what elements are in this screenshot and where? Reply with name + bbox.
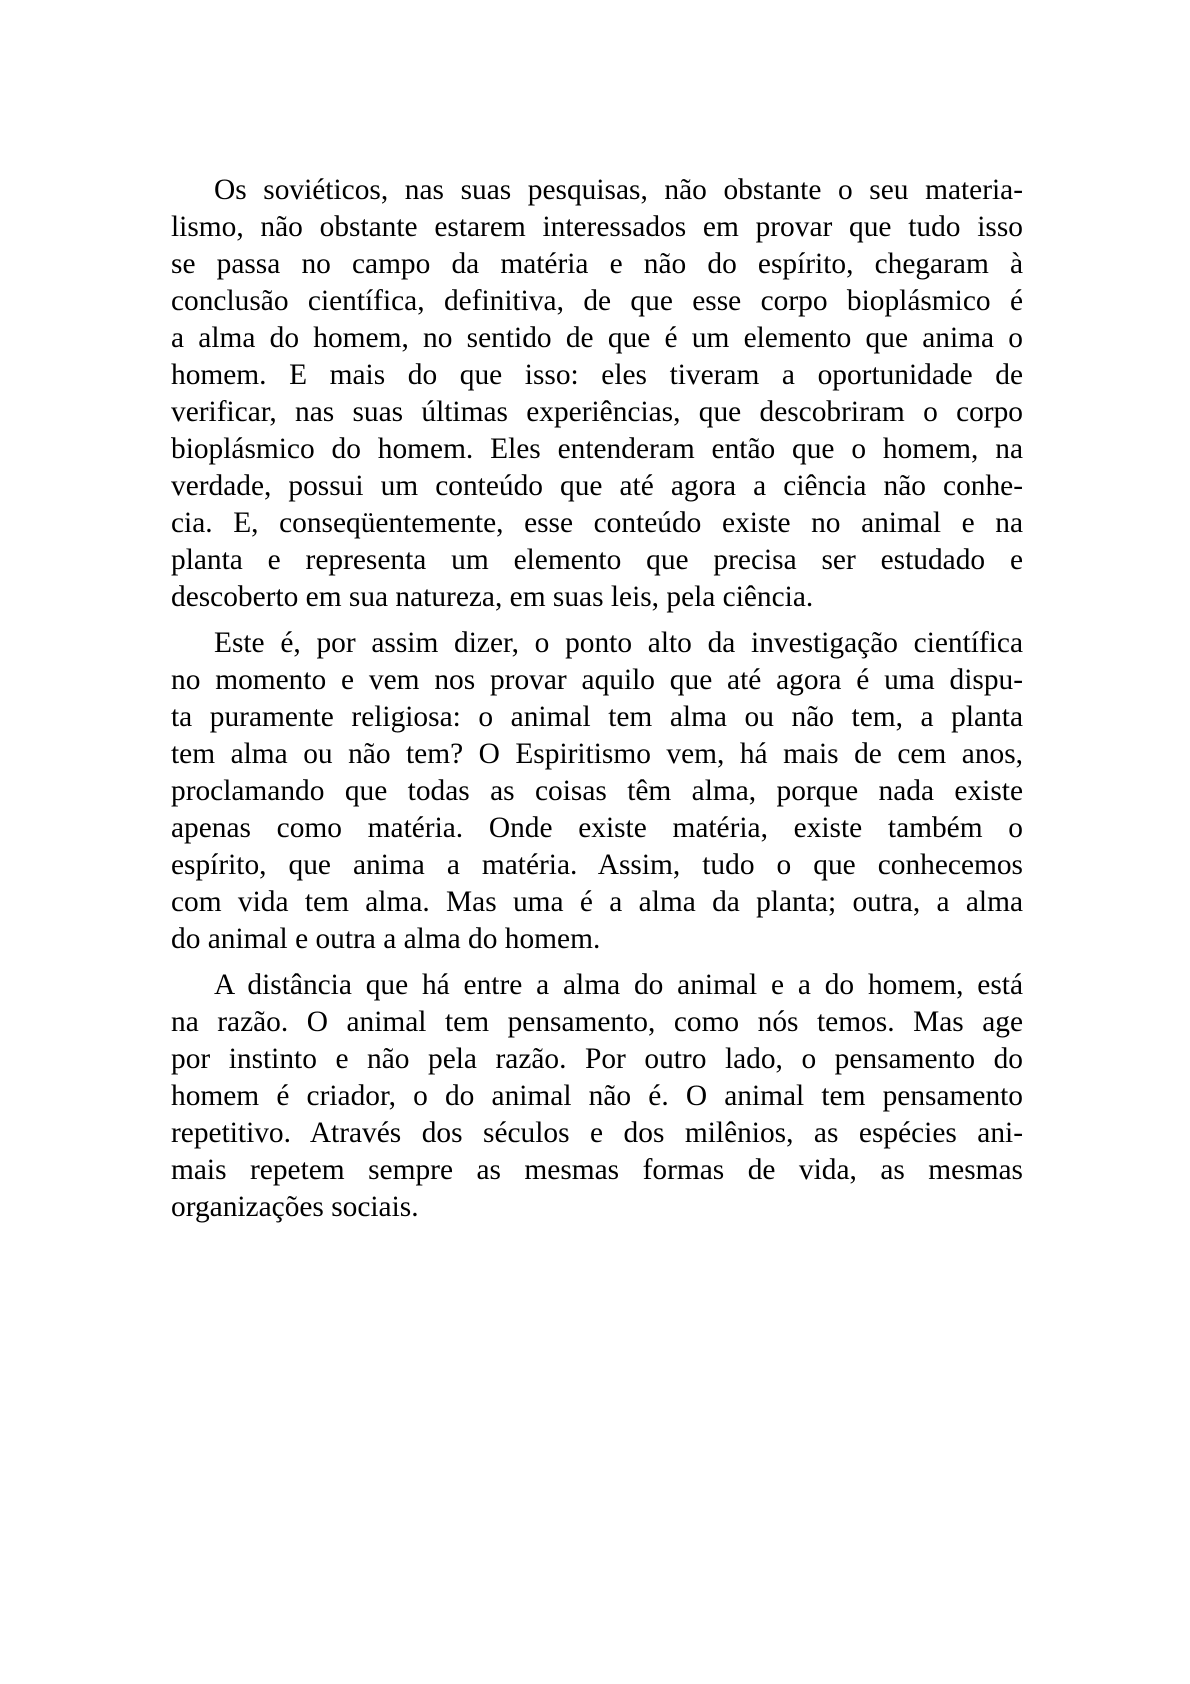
- text-line: na razão. O animal tem pensamento, como nós temos. Mas age: [171, 1006, 1023, 1038]
- text-line: bioplásmico do homem. Eles entenderam então que o homem, na: [171, 433, 1023, 465]
- paragraph-3: [171, 967, 1023, 1226]
- text-line: apenas como matéria. Onde existe matéria, existe também o: [171, 812, 1023, 844]
- text-line: homem é criador, o do animal não é. O animal tem pensamento: [171, 1080, 1023, 1112]
- text-line: se passa no campo da matéria e não do espírito, chegaram à: [171, 248, 1023, 280]
- text-line: planta e representa um elemento que precisa ser estudado e: [171, 544, 1023, 576]
- text-line: mais repetem sempre as mesmas formas de vida, as mesmas: [171, 1154, 1023, 1186]
- text-line: descoberto em sua natureza, em suas leis, pela ciência.: [171, 581, 814, 613]
- text-line: espírito, que anima a matéria. Assim, tudo o que conhecemos: [171, 849, 1023, 881]
- text-line: verdade, possui um conteúdo que até agora a ciência não conhe-: [171, 470, 1023, 502]
- text-line: verificar, nas suas últimas experiências, que descobriram o corpo: [171, 396, 1023, 428]
- body-text: [171, 172, 1023, 1226]
- text-line: a alma do homem, no sentido de que é um elemento que anima o: [171, 322, 1023, 354]
- paragraph-2: [171, 625, 1023, 958]
- text-line: com vida tem alma. Mas uma é a alma da planta; outra, a alma: [171, 886, 1023, 918]
- text-line: proclamando que todas as coisas têm alma, porque nada existe: [171, 775, 1023, 807]
- text-line: Os soviéticos, nas suas pesquisas, não obstante o seu materia-: [214, 174, 1023, 206]
- text-line: homem. E mais do que isso: eles tiveram a oportunidade de: [171, 359, 1023, 391]
- text-line: conclusão científica, definitiva, de que esse corpo bioplásmico é: [171, 285, 1023, 317]
- text-line: tem alma ou não tem? O Espiritismo vem, há mais de cem anos,: [171, 738, 1023, 770]
- paragraph-1: [171, 172, 1023, 616]
- text-line: ta puramente religiosa: o animal tem alma ou não tem, a planta: [171, 701, 1023, 733]
- text-line: Este é, por assim dizer, o ponto alto da investigação científica: [214, 627, 1023, 659]
- text-line: A distância que há entre a alma do animal e a do homem, está: [214, 969, 1023, 1001]
- text-line: do animal e outra a alma do homem.: [171, 923, 601, 955]
- text-line: repetitivo. Através dos séculos e dos milênios, as espécies ani-: [171, 1117, 1023, 1149]
- text-line: por instinto e não pela razão. Por outro lado, o pensamento do: [171, 1043, 1023, 1075]
- text-line: no momento e vem nos provar aquilo que até agora é uma dispu-: [171, 664, 1023, 696]
- text-line: organizações sociais.: [171, 1191, 419, 1223]
- text-line: lismo, não obstante estarem interessados em provar que tudo isso: [171, 211, 1023, 243]
- text-line: cia. E, conseqüentemente, esse conteúdo existe no animal e na: [171, 507, 1023, 539]
